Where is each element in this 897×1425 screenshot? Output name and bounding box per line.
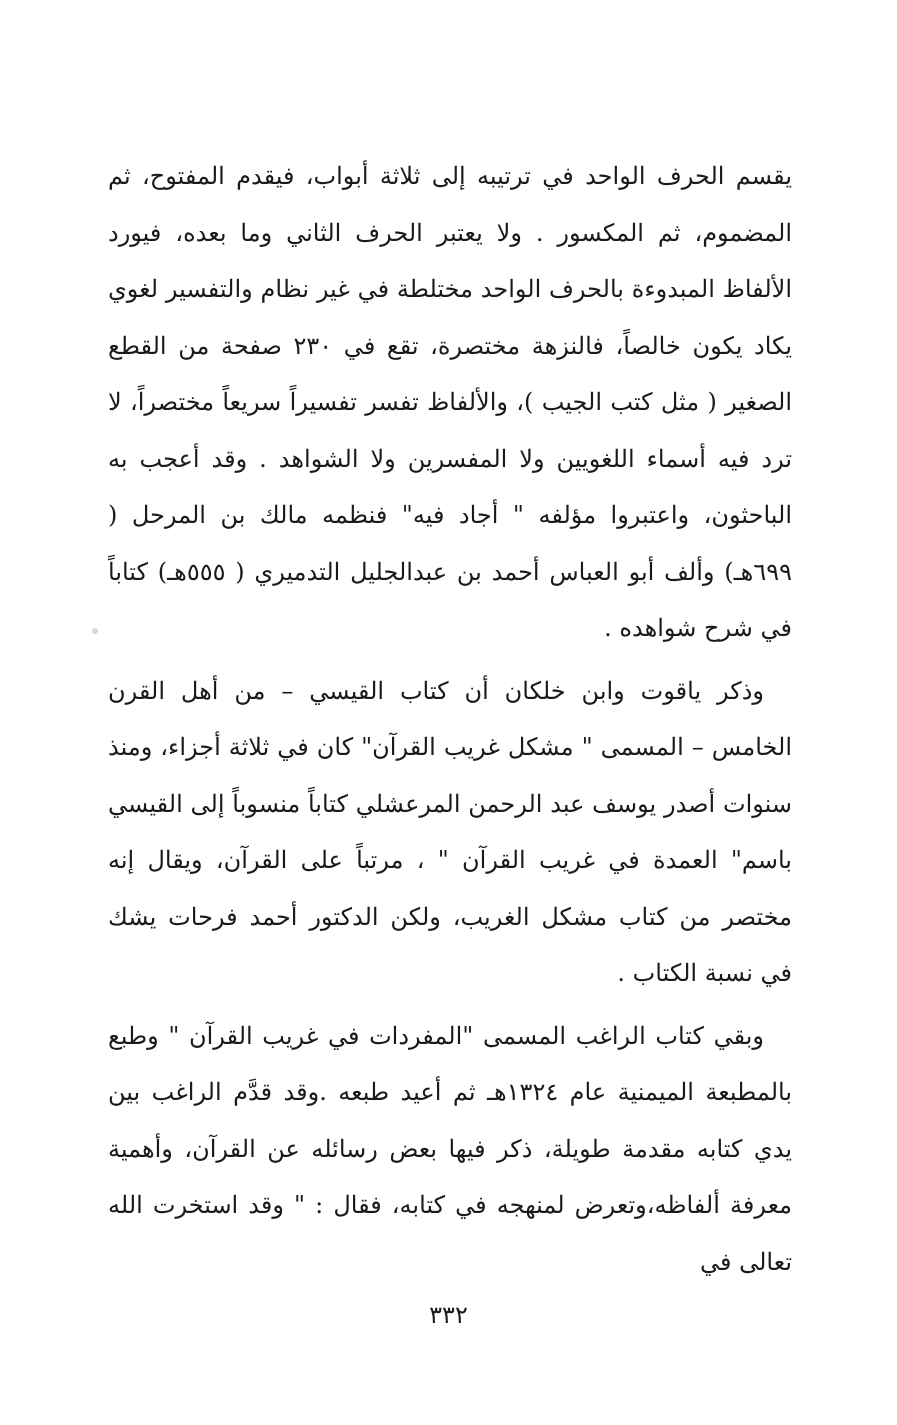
scan-speck: [92, 628, 98, 634]
page-number: ٣٣٢: [429, 1301, 468, 1329]
body-text: [108, 148, 792, 1290]
paragraph-1: يقسم الحرف الواحد في ترتيبه إلى ثلاثة أبواب، فيقدم المفتوح، ثم المضموم، ثم المكسور . ولا يعتبر الحرف الثاني وما بعده، فيورد الألفاظ المبدوءة بالحرف الواحد مختلطة في غير نظام والتفسير لغوي يكاد يكون خالصاً، فالنزهة مختصرة، تقع في ٢٣٠ صفحة من القطع الصغير ( مثل كتب الجيب )، والألفاظ تفسر تفسيراً سريعاً مختصراً، لا ترد فيه أسماء اللغويين ولا المفسرين ولا الشواهد . وقد أعجب به الباحثون، واعتبروا مؤلفه " أجاد فيه" فنظمه مالك بن المرحل ( ٦٩٩هـ) وألف أبو العباس أحمد بن عبدالجليل التدميري ( ٥٥٥هـ) كتاباً في شرح شواهده .: [108, 162, 793, 642]
paragraph-2: وذكر ياقوت وابن خلكان أن كتاب القيسي – من أهل القرن الخامس – المسمى " مشكل غريب القرآن" كان في ثلاثة أجزاء، ومنذ سنوات أصدر يوسف عبد الرحمن المرعشلي كتاباً منسوباً إلى القيسي باسم" العمدة في غريب القرآن " ، مرتباً على القرآن، ويقال إنه مختصر من كتاب مشكل الغريب، ولكن الدكتور أحمد فرحات يشك في نسبة الكتاب .: [108, 676, 792, 987]
paragraph-3: وبقي كتاب الراغب المسمى "المفردات في غريب القرآن " وطبع بالمطبعة الميمنية عام ١٣٢٤هـ ثم أعيد طبعه .وقد قدَّم الراغب بين يدي كتابه مقدمة طويلة، ذكر فيها بعض رسائله عن القرآن، وأهمية معرفة ألفاظه،وتعرض لمنهجه في كتابه، فقال : " وقد استخرت الله تعالى في: [108, 1021, 792, 1276]
